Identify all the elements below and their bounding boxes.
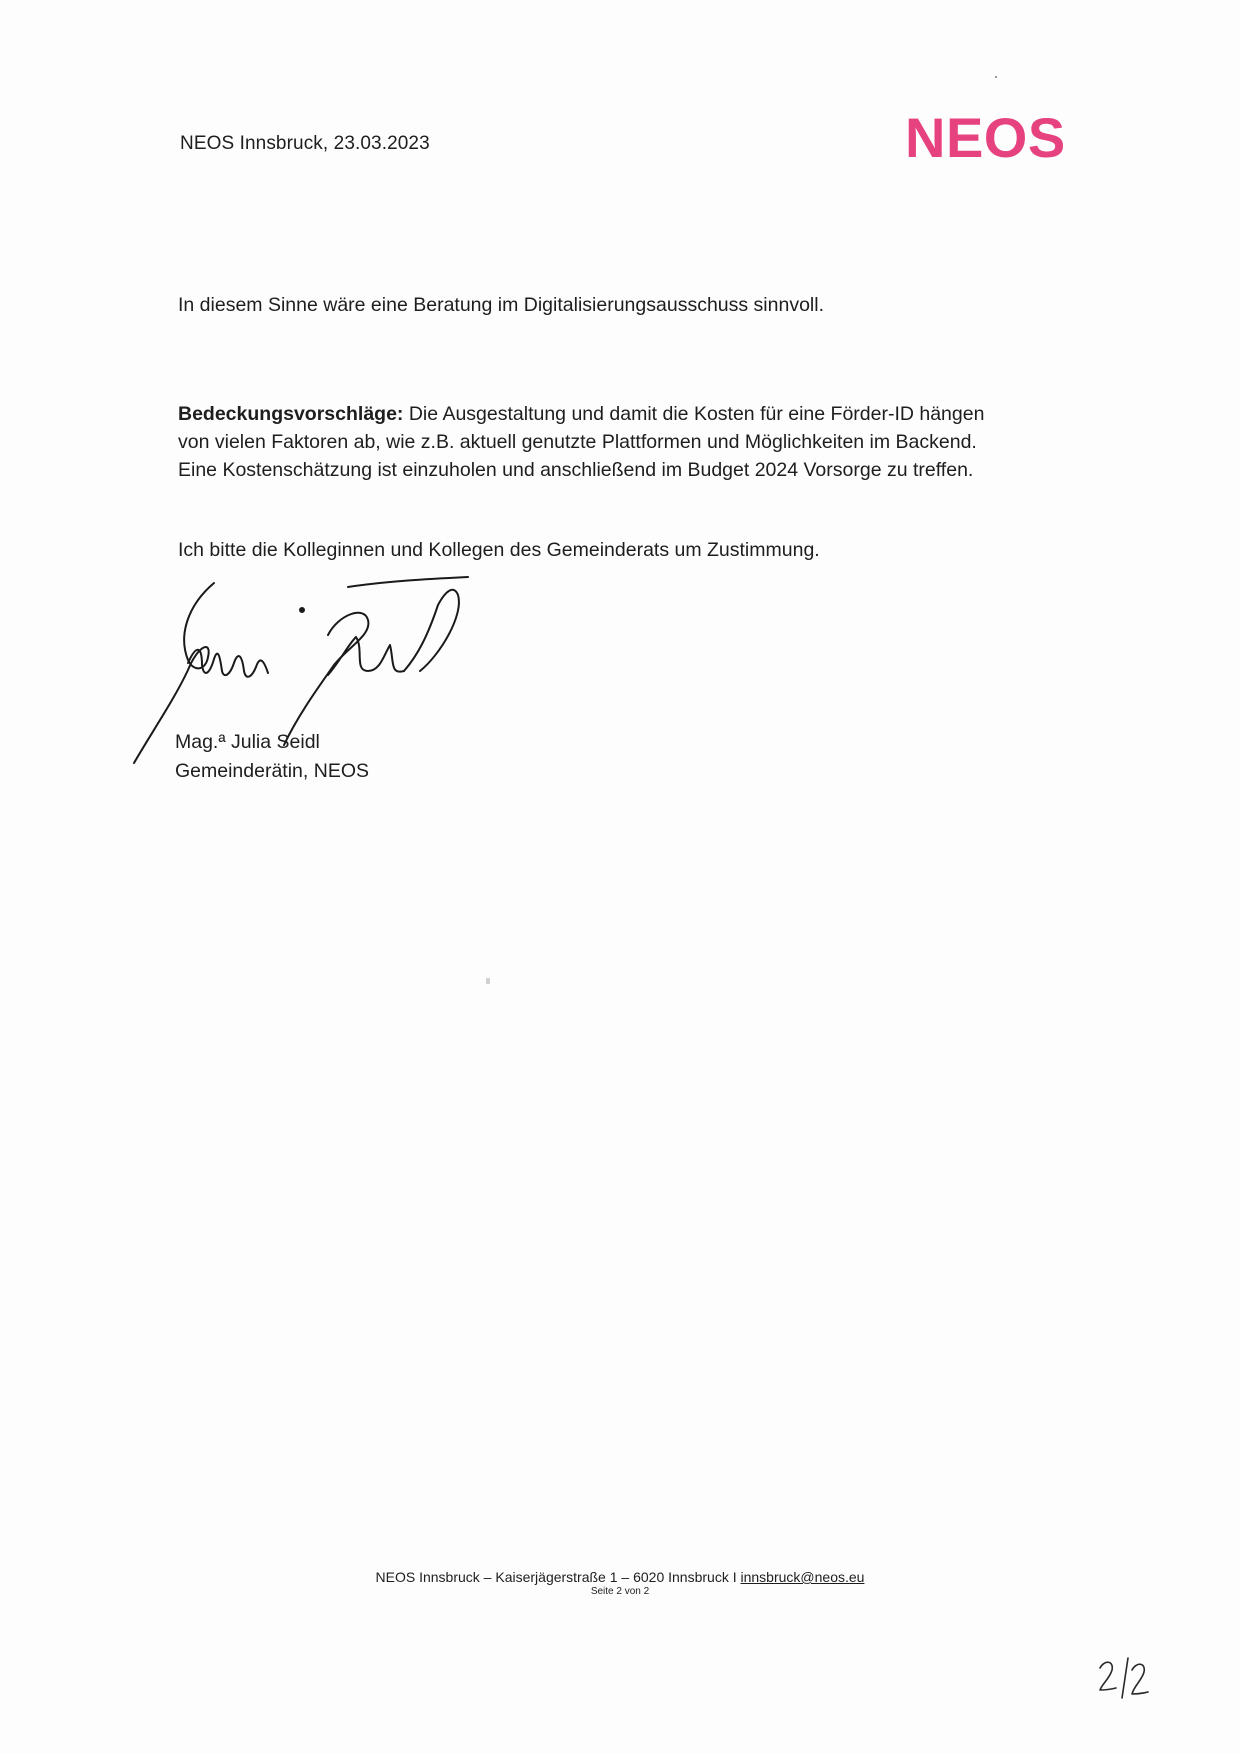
scan-speck bbox=[486, 978, 490, 984]
scan-speck bbox=[995, 76, 997, 78]
footer-email[interactable]: innsbruck@neos.eu bbox=[740, 1569, 865, 1585]
coverage-label: Bedeckungsvorschläge: bbox=[178, 403, 404, 425]
coverage-line-2: von vielen Faktoren ab, wie z.B. aktuell genutzte Plattformen und Möglichkeiten im Backend. bbox=[178, 431, 977, 453]
signer-role: Gemeinderätin, NEOS bbox=[175, 760, 370, 782]
neos-logo: NEOS bbox=[905, 106, 1066, 169]
paragraph-coverage bbox=[178, 400, 1078, 484]
footer-page-number: Seite 2 von 2 bbox=[590, 1586, 650, 1597]
footer-address: NEOS Innsbruck – Kaiserjägerstraße 1 – 6020 Innsbruck I bbox=[375, 1569, 741, 1585]
coverage-line-1 bbox=[178, 400, 1078, 428]
coverage-line-1-text: Die Ausgestaltung und damit die Kosten für eine Förder-ID hängen bbox=[403, 403, 985, 425]
signer-name: Mag.ª Julia Seidl bbox=[175, 731, 320, 753]
place-date: NEOS Innsbruck, 23.03.2023 bbox=[180, 133, 430, 154]
handwritten-page-mark bbox=[1092, 1648, 1152, 1708]
paragraph-request: Ich bitte die Kolleginnen und Kollegen des Gemeinderats um Zustimmung. bbox=[178, 539, 820, 561]
paragraph-consultation: In diesem Sinne wäre eine Beratung im Digitalisierungsausschuss sinnvoll. bbox=[178, 294, 824, 316]
signature-block bbox=[175, 728, 369, 786]
page-footer bbox=[0, 1569, 1240, 1598]
coverage-line-3: Eine Kostenschätzung ist einzuholen und anschließend im Budget 2024 Vorsorge zu treffen. bbox=[178, 459, 974, 481]
